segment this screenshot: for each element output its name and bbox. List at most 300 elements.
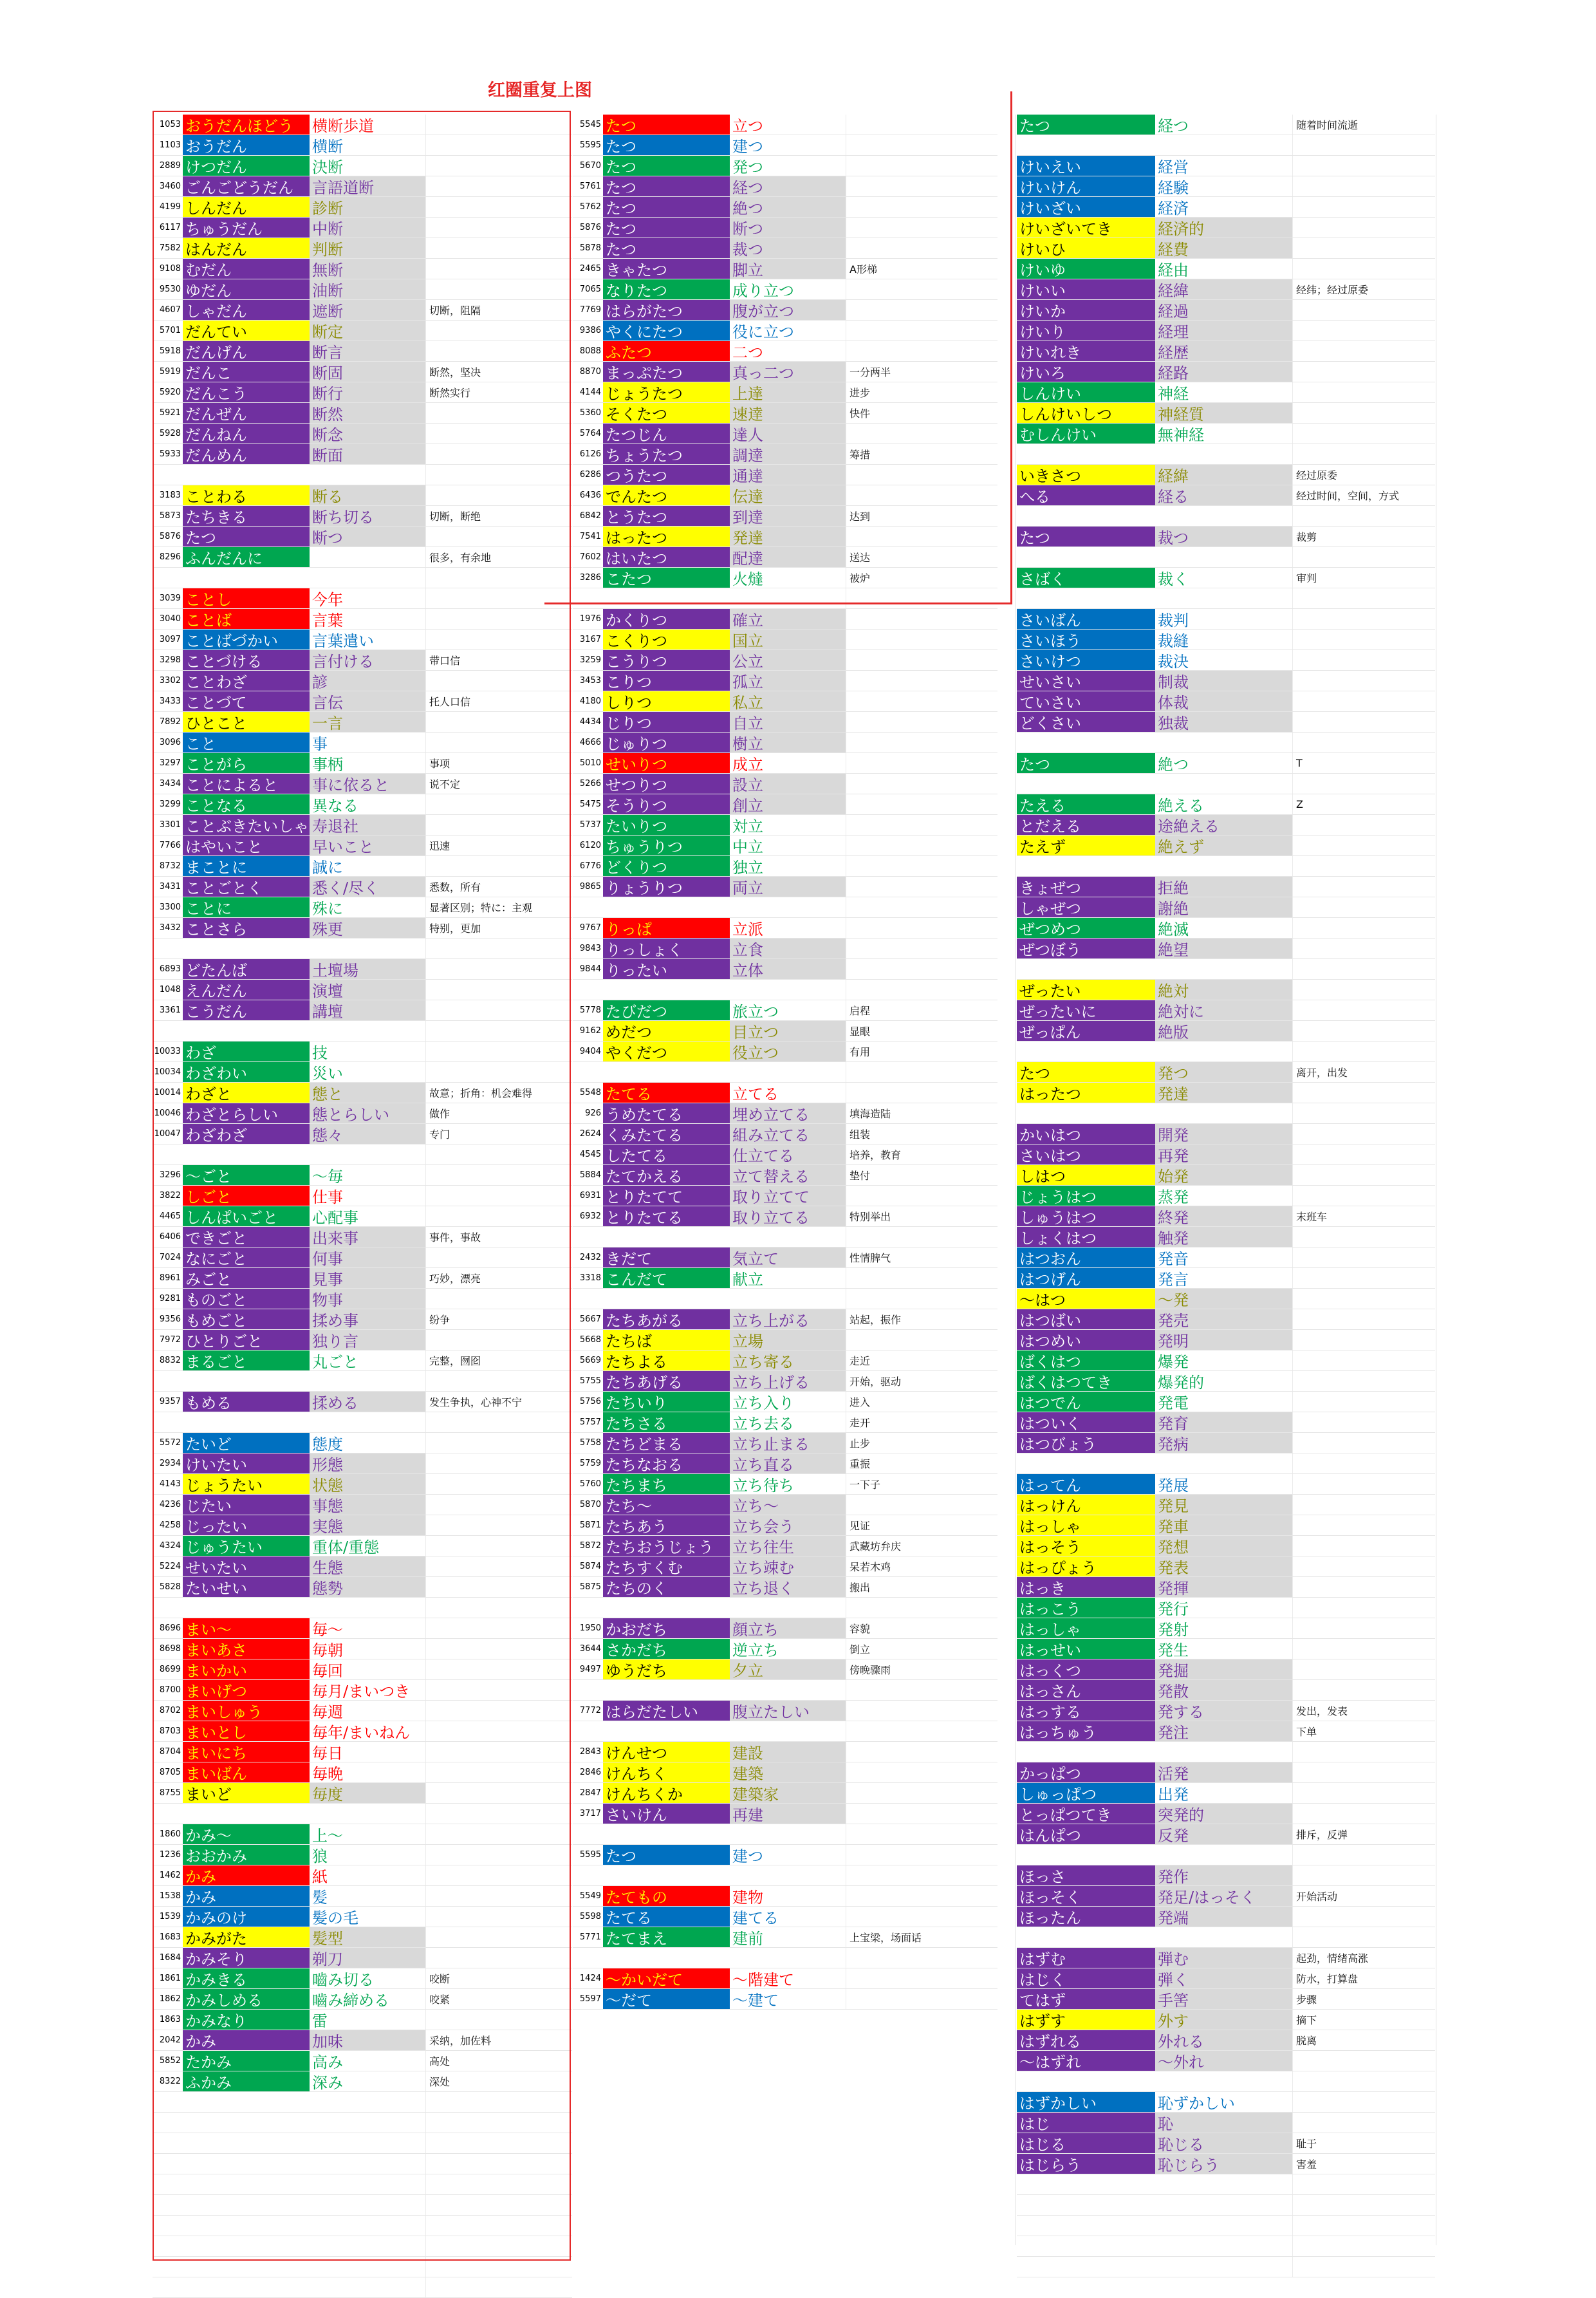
meaning-note (1292, 897, 1435, 917)
entry-number (153, 1804, 183, 1824)
reading-cell: せいたい (183, 1556, 310, 1576)
vocab-row (1017, 1083, 1435, 1103)
kanji-cell: 取り立てて (730, 1186, 846, 1206)
entry-number (573, 1598, 603, 1618)
kanji-cell: 判断 (310, 238, 425, 258)
entry-number (573, 897, 603, 917)
reading-cell: しょくはつ (1017, 1227, 1155, 1247)
reading-cell: たちあう (603, 1515, 730, 1535)
entry-number: 1683 (159, 1932, 181, 1942)
vocab-row (573, 1042, 998, 1062)
reading-cell: わざわい (183, 1062, 310, 1082)
vocab-row (153, 1371, 572, 1392)
kanji-cell: 断然 (310, 403, 425, 423)
reading-cell: だんげん (183, 341, 310, 361)
reading-cell: けんせつ (603, 1742, 730, 1762)
meaning-note (1292, 1907, 1435, 1927)
vocab-row (573, 197, 998, 218)
reading-cell (183, 2236, 310, 2256)
kanji-cell: 発揮 (1155, 1577, 1292, 1597)
vocab-row (153, 980, 572, 1000)
kanji-cell: 寿退社 (310, 815, 425, 835)
reading-cell: しんだん (183, 197, 310, 217)
vocab-row (1017, 2174, 1435, 2195)
meaning-note (846, 1268, 998, 1288)
reading-cell: たつ (183, 527, 310, 546)
entry-number: 1862 (159, 1994, 181, 2004)
kanji-cell: 発表 (1155, 1556, 1292, 1576)
reading-cell: ことによると (183, 774, 310, 794)
kanji-cell: 毎朝 (312, 1641, 343, 1659)
kanji-cell: 恥 (1155, 2113, 1292, 2133)
meaning-note (425, 856, 572, 876)
reading-cell: さいはつ (1017, 1144, 1155, 1164)
reading-cell: きゃたつ (603, 259, 730, 279)
kanji-cell: 立ち待ち (732, 1477, 794, 1494)
reading-cell: だんてい (183, 321, 310, 341)
kanji-cell: 建前 (732, 1930, 763, 1947)
meaning-note (425, 238, 572, 258)
reading-cell: たちすくむ (603, 1556, 730, 1576)
entry-number: 7892 (159, 717, 181, 727)
entry-number: 3453 (579, 676, 601, 686)
meaning-note: 一分两半 (846, 362, 998, 382)
reading-cell: まいしゅう (183, 1701, 310, 1721)
entry-number: 10047 (154, 1129, 181, 1139)
kanji-cell: 私立 (730, 691, 846, 711)
reading-cell: きだて (603, 1247, 730, 1267)
reading-cell: けいり (1017, 321, 1155, 341)
kanji-cell (1155, 856, 1292, 876)
kanji-cell: 弾む (1155, 1948, 1292, 1968)
entry-number: 5928 (159, 429, 181, 438)
kanji-cell: 経過 (1155, 300, 1292, 320)
meaning-note: 裁剪 (1292, 527, 1435, 546)
meaning-note: 填海造陆 (846, 1103, 998, 1123)
reading-cell: だんこう (183, 382, 310, 402)
meaning-note (846, 650, 998, 670)
entry-number: 3300 (159, 902, 181, 912)
meaning-note (846, 1907, 998, 1927)
kanji-cell: 建てる (732, 1909, 779, 1927)
reading-cell (603, 588, 730, 608)
reading-cell: たつ (603, 115, 730, 135)
kanji-cell: 毎月/まいつき (312, 1683, 411, 1700)
kanji-cell (310, 2277, 425, 2297)
vocab-row (573, 403, 998, 424)
meaning-note: 审判 (1292, 568, 1435, 588)
meaning-note (425, 156, 572, 176)
meaning-note (846, 939, 998, 958)
entry-number: 1860 (159, 1829, 181, 1839)
vocab-row (573, 1103, 998, 1124)
meaning-note (1292, 1268, 1435, 1288)
kanji-cell: 取り立てる (730, 1206, 846, 1226)
reading-cell: ていさい (1017, 691, 1155, 711)
kanji-cell: 立ち上げる (730, 1371, 846, 1391)
reading-cell (183, 1371, 310, 1391)
entry-number: 7602 (579, 552, 601, 562)
meaning-note (425, 1721, 572, 1741)
vocab-row (153, 218, 572, 238)
meaning-note (425, 980, 572, 1000)
reading-cell: まいかい (183, 1659, 310, 1679)
reading-cell: じょうたい (183, 1474, 310, 1494)
kanji-cell (310, 2257, 425, 2277)
kanji-cell: 発車 (1155, 1515, 1292, 1535)
reading-cell: しゃだん (183, 300, 310, 320)
reading-cell: かみなり (183, 2010, 310, 2030)
kanji-cell: 殊に (312, 900, 343, 917)
meaning-note (846, 1824, 998, 1844)
entry-number: 8322 (159, 2077, 181, 2086)
meaning-note (425, 1000, 572, 1020)
meaning-note (846, 980, 998, 1000)
reading-cell: たつ (1017, 527, 1155, 546)
entry-number: 8703 (159, 1726, 181, 1736)
meaning-note (846, 218, 998, 238)
meaning-note (1292, 238, 1435, 258)
meaning-note (846, 1865, 998, 1885)
reading-cell: かいはつ (1017, 1124, 1155, 1144)
entry-number: 4434 (579, 717, 601, 727)
kanji-cell: 独裁 (1155, 712, 1292, 732)
entry-number (153, 1371, 183, 1391)
reading-cell (183, 2133, 310, 2153)
reading-cell: りっしょく (603, 939, 730, 958)
reading-cell: けいゆ (1017, 259, 1155, 279)
kanji-cell: 立体 (730, 959, 846, 979)
kanji-cell: 言伝 (310, 691, 425, 711)
meaning-note: 完整，囫囵 (425, 1350, 572, 1370)
entry-number: 1976 (579, 614, 601, 624)
reading-cell: たいど (183, 1433, 310, 1453)
vocab-row (1017, 1577, 1435, 1598)
meaning-note (846, 1062, 998, 1082)
kanji-cell: 立ち退く (730, 1577, 846, 1597)
reading-cell: たつ (603, 156, 730, 176)
kanji-cell: 反発 (1155, 1824, 1292, 1844)
vocab-row (153, 1268, 572, 1289)
kanji-cell (1155, 135, 1292, 155)
kanji-cell (1155, 2216, 1292, 2236)
meaning-note (425, 609, 572, 629)
reading-cell: ごんごどうだん (183, 176, 310, 196)
kanji-cell (730, 1680, 846, 1700)
kanji-cell: 横断歩道 (312, 117, 374, 135)
entry-number: 3460 (159, 182, 181, 191)
reading-cell: ほっさ (1017, 1865, 1155, 1885)
vocab-row (573, 1247, 998, 1268)
meaning-note (1292, 1762, 1435, 1782)
kanji-cell: 心配事 (312, 1209, 358, 1226)
entry-number: 5871 (579, 1520, 601, 1530)
kanji-cell: 途絶える (1155, 815, 1292, 835)
kanji-cell: 爆発 (1158, 1353, 1189, 1370)
kanji-cell: 発明 (1155, 1330, 1292, 1350)
reading-cell: はじらう (1017, 2154, 1155, 2174)
meaning-note (1292, 2092, 1435, 2112)
vocab-row (573, 259, 998, 279)
vocab-row (573, 1062, 998, 1083)
kanji-cell: 断つ (730, 218, 846, 238)
reading-cell (1017, 774, 1155, 794)
reading-cell: はっせい (1017, 1639, 1155, 1659)
reading-cell (1017, 2236, 1155, 2256)
meaning-note (1292, 1680, 1435, 1700)
meaning-note: 害羞 (1292, 2154, 1435, 2174)
meaning-note (1292, 836, 1435, 855)
reading-cell: はっさん (1017, 1680, 1155, 1700)
reading-cell: やくにたつ (603, 321, 730, 341)
kanji-cell (1155, 444, 1292, 464)
vocab-row (153, 2236, 572, 2257)
vocab-row (1017, 588, 1435, 609)
vocab-row (153, 1536, 572, 1556)
entry-number: 3361 (159, 1005, 181, 1015)
kanji-cell (310, 939, 425, 958)
meaning-note (1292, 1165, 1435, 1185)
reading-cell: てはず (1017, 1989, 1155, 2009)
meaning-note (425, 1412, 572, 1432)
reading-cell: こくりつ (603, 630, 730, 649)
reading-cell: たちあげる (603, 1371, 730, 1391)
entry-number: 6126 (579, 449, 601, 459)
reading-cell: りっぱ (603, 918, 730, 938)
vocab-row (1017, 176, 1435, 197)
kanji-cell: ～建て (732, 1992, 779, 2009)
meaning-note (1292, 156, 1435, 176)
meaning-note (846, 1495, 998, 1515)
entry-number: 8704 (159, 1747, 181, 1757)
kanji-cell: 揉め事 (310, 1309, 425, 1329)
kanji-cell (310, 547, 425, 567)
reading-cell: けんちく (603, 1762, 730, 1782)
meaning-note (1292, 939, 1435, 958)
entry-number: 3644 (579, 1644, 601, 1654)
meaning-note (846, 527, 998, 546)
reading-cell (1017, 856, 1155, 876)
entry-number: 3286 (579, 573, 601, 583)
meaning-note (1292, 1350, 1435, 1370)
reading-cell: たちおうじょう (603, 1536, 730, 1556)
entry-number: 5852 (159, 2056, 181, 2066)
kanji-cell: 形態 (310, 1453, 425, 1473)
vocab-row (573, 671, 998, 691)
meaning-note (425, 2216, 572, 2236)
meaning-note (425, 527, 572, 546)
vocab-row (1017, 1536, 1435, 1556)
entry-number: 5870 (579, 1500, 601, 1509)
entry-number: 3432 (159, 923, 181, 933)
entry-number: 1424 (579, 1974, 601, 1983)
vocab-row (1017, 1433, 1435, 1453)
reading-cell: まいとし (183, 1721, 310, 1741)
kanji-cell: 絶つ (1158, 756, 1189, 773)
kanji-cell: 絶える (1158, 797, 1204, 814)
meaning-note (1292, 176, 1435, 196)
reading-cell: むしんけい (1017, 424, 1155, 444)
vocab-row (153, 630, 572, 650)
entry-number: 6117 (159, 223, 181, 232)
vocab-row (573, 1721, 998, 1742)
entry-number: 5921 (159, 408, 181, 418)
kanji-cell: 実態 (310, 1515, 425, 1535)
meaning-note (846, 1845, 998, 1865)
vocab-row (153, 341, 572, 362)
reading-cell: たちば (603, 1330, 730, 1350)
kanji-cell: 異なる (312, 797, 358, 814)
vocab-row (573, 1392, 998, 1412)
meaning-note (846, 176, 998, 196)
meaning-note (1292, 1536, 1435, 1556)
reading-cell (183, 2092, 310, 2112)
reading-cell (183, 2257, 310, 2277)
meaning-note: 被炉 (846, 568, 998, 588)
kanji-cell: 中立 (732, 838, 763, 855)
kanji-cell: 紙 (312, 1868, 328, 1885)
kanji-cell: 触発 (1155, 1227, 1292, 1247)
meaning-note (425, 259, 572, 279)
meaning-note (425, 1907, 572, 1927)
kanji-cell: 立場 (730, 1330, 846, 1350)
reading-cell: けいひ (1017, 238, 1155, 258)
kanji-cell: 建つ (732, 1847, 763, 1865)
entry-number (153, 2236, 183, 2256)
kanji-cell: 毎晩 (312, 1765, 343, 1782)
vocab-row (573, 218, 998, 238)
meaning-note (425, 424, 572, 444)
vocab-row (1017, 2133, 1435, 2154)
vocab-row (153, 1433, 572, 1453)
kanji-cell: 態々 (310, 1124, 425, 1144)
reading-cell: そうりつ (603, 794, 730, 814)
entry-number: 4607 (159, 305, 181, 315)
vocab-row (573, 1927, 998, 1948)
meaning-note (425, 341, 572, 361)
vocab-row (573, 1598, 998, 1618)
meaning-note: 筹措 (846, 444, 998, 464)
kanji-cell: 誠に (312, 859, 343, 876)
entry-number: 6931 (579, 1191, 601, 1200)
meaning-note: 开始，驱动 (846, 1371, 998, 1391)
vocab-row (1017, 856, 1435, 877)
vocab-row (1017, 1804, 1435, 1824)
vocab-row (573, 794, 998, 815)
vocab-row (153, 1742, 572, 1762)
vocab-row (573, 774, 998, 794)
kanji-cell: ～外れ (1155, 2051, 1292, 2071)
meaning-note: 组装 (846, 1124, 998, 1144)
kanji-cell: 埋め立てる (730, 1103, 846, 1123)
kanji-cell: 態とらしい (310, 1103, 425, 1123)
vocab-row (573, 980, 998, 1000)
meaning-note: 止步 (846, 1433, 998, 1453)
vocab-row (1017, 877, 1435, 897)
kanji-cell: 上～ (312, 1827, 343, 1844)
reading-cell (183, 2195, 310, 2215)
vocab-row (573, 733, 998, 753)
reading-cell: ～だて (603, 1989, 730, 2009)
meaning-note (846, 630, 998, 649)
kanji-cell: 遮断 (310, 300, 425, 320)
kanji-cell: 事態 (310, 1495, 425, 1515)
reading-cell: こんだて (603, 1268, 730, 1288)
entry-number (153, 1021, 183, 1041)
vocab-row (1017, 733, 1435, 753)
vocab-row (1017, 1268, 1435, 1289)
kanji-cell: 建物 (732, 1889, 763, 1906)
reading-cell: けいい (1017, 279, 1155, 299)
reading-cell: ことづて (183, 691, 310, 711)
reading-cell: ことさら (183, 918, 310, 938)
reading-cell: みごと (183, 1268, 310, 1288)
reading-cell (1017, 1453, 1155, 1473)
vocab-row (153, 1639, 572, 1659)
reading-cell: やくだつ (603, 1042, 730, 1061)
reading-cell: かみがた (183, 1927, 310, 1947)
entry-number: 3299 (159, 799, 181, 809)
kanji-cell: 断固 (310, 362, 425, 382)
meaning-note (1292, 959, 1435, 979)
reading-cell: はずれる (1017, 2030, 1155, 2050)
vocab-row (573, 1783, 998, 1804)
reading-cell: たてる (603, 1907, 730, 1927)
entry-number: 7541 (579, 532, 601, 541)
entry-number: 2465 (579, 264, 601, 274)
vocab-row (573, 918, 998, 939)
meaning-note (425, 1495, 572, 1515)
meaning-note: 经纬；经过原委 (1292, 279, 1435, 299)
kanji-cell: 孤立 (730, 671, 846, 691)
meaning-note (1292, 197, 1435, 217)
kanji-cell: 経つ (1158, 117, 1189, 135)
vocab-row (153, 135, 572, 156)
reading-cell: もめる (183, 1392, 310, 1412)
reading-cell: したてる (603, 1144, 730, 1164)
kanji-cell: 裁縫 (1158, 632, 1189, 649)
meaning-note (425, 1536, 572, 1556)
reading-cell: はったつ (603, 527, 730, 546)
vocab-row (153, 2071, 572, 2092)
vocab-row (573, 609, 998, 630)
entry-number: 2889 (159, 161, 181, 171)
meaning-note (425, 1804, 572, 1824)
reading-cell: まことに (183, 856, 310, 876)
kanji-cell: 絶対 (1155, 980, 1292, 1000)
meaning-note: 高处 (425, 2051, 572, 2071)
vocab-row (153, 1598, 572, 1618)
reading-cell (1017, 2216, 1155, 2236)
vocab-row (573, 1536, 998, 1556)
kanji-cell (1155, 1927, 1292, 1947)
meaning-note (1292, 1124, 1435, 1144)
kanji-cell: 何事 (310, 1247, 425, 1267)
entry-number: 1053 (159, 120, 181, 129)
meaning-note: 有用 (846, 1042, 998, 1061)
entry-number (573, 1865, 603, 1885)
reading-cell: けんちくか (603, 1783, 730, 1803)
meaning-note: 特别举出 (846, 1206, 998, 1226)
vocab-row (1017, 1042, 1435, 1062)
kanji-cell (730, 1062, 846, 1082)
kanji-cell: 拒絶 (1155, 877, 1292, 897)
vocab-row (153, 1021, 572, 1042)
kanji-cell (1155, 1742, 1292, 1762)
reading-cell: さいほう (1017, 630, 1155, 649)
entry-number: 2843 (579, 1747, 601, 1757)
meaning-note: 培养，教育 (846, 1144, 998, 1164)
